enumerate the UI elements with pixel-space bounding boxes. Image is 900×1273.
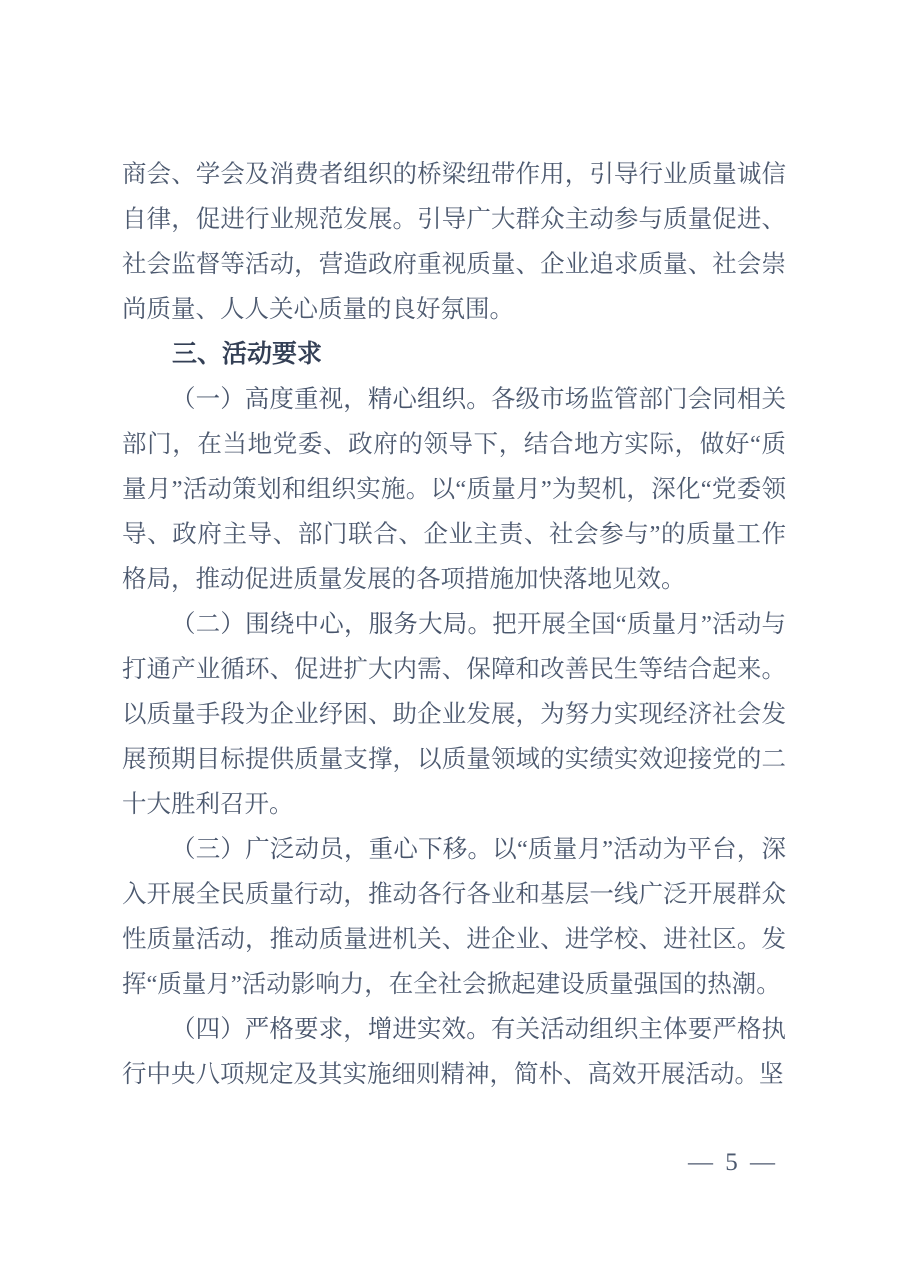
body-paragraph-1 (122, 377, 786, 602)
paragraph-2-body: 把开展全国“质量月”活动与打通产业循环、促进扩大内需、保障和改善民生等结合起来。以质量手段为企业纾困、助企业发展，为努力实现经济社会发展预期目标提供质量支撑，以质量领域的实绩实效迎接党的二十大胜利召开。 (122, 611, 787, 818)
paragraph-4-lead: （四）严格要求，增进实效。 (171, 1016, 491, 1043)
paragraph-3-lead: （三）广泛动员，重心下移。 (171, 836, 493, 863)
paragraph-1-lead: （一）高度重视，精心组织。 (171, 386, 491, 413)
paragraph-1-body: 各级市场监管部门会同相关部门，在当地党委、政府的领导下，结合地方实际，做好“质量月”活动策划和组织实施。以“质量月”为契机，深化“党委领导、政府主导、部门联合、企业主责、社会参与”的质量工作格局，推动促进质量发展的各项措施加快落地见效。 (122, 386, 787, 593)
body-paragraph-4 (122, 1007, 786, 1097)
continuation-paragraph: 商会、学会及消费者组织的桥梁纽带作用，引导行业质量诚信自律，促进行业规范发展。引导广大群众主动参与质量促进、社会监督等活动，营造政府重视质量、企业追求质量、社会崇尚质量、人人关心质量的良好氛围。 (122, 161, 786, 323)
body-paragraph-2 (122, 602, 786, 827)
paragraph-4-body: 有关活动组织主体要严格执行中央八项规定及其实施细则精神，简朴、高效开展活动。坚 (122, 1016, 787, 1088)
section-heading: 三、活动要求 (172, 340, 323, 368)
page-number: — 5 — (688, 1149, 778, 1176)
paragraph-3-body: 以“质量月”活动为平台，深入开展全民质量行动，推动各行各业和基层一线广泛开展群众性质量活动，推动质量进机关、进企业、进学校、进社区。发挥“质量月”活动影响力，在全社会掀起建设质量强国的热潮。 (122, 836, 787, 998)
paragraph-2-lead: （二）围绕中心，服务大局。 (171, 611, 493, 638)
document-text-block (122, 152, 786, 1097)
body-paragraph-3 (122, 827, 786, 1007)
